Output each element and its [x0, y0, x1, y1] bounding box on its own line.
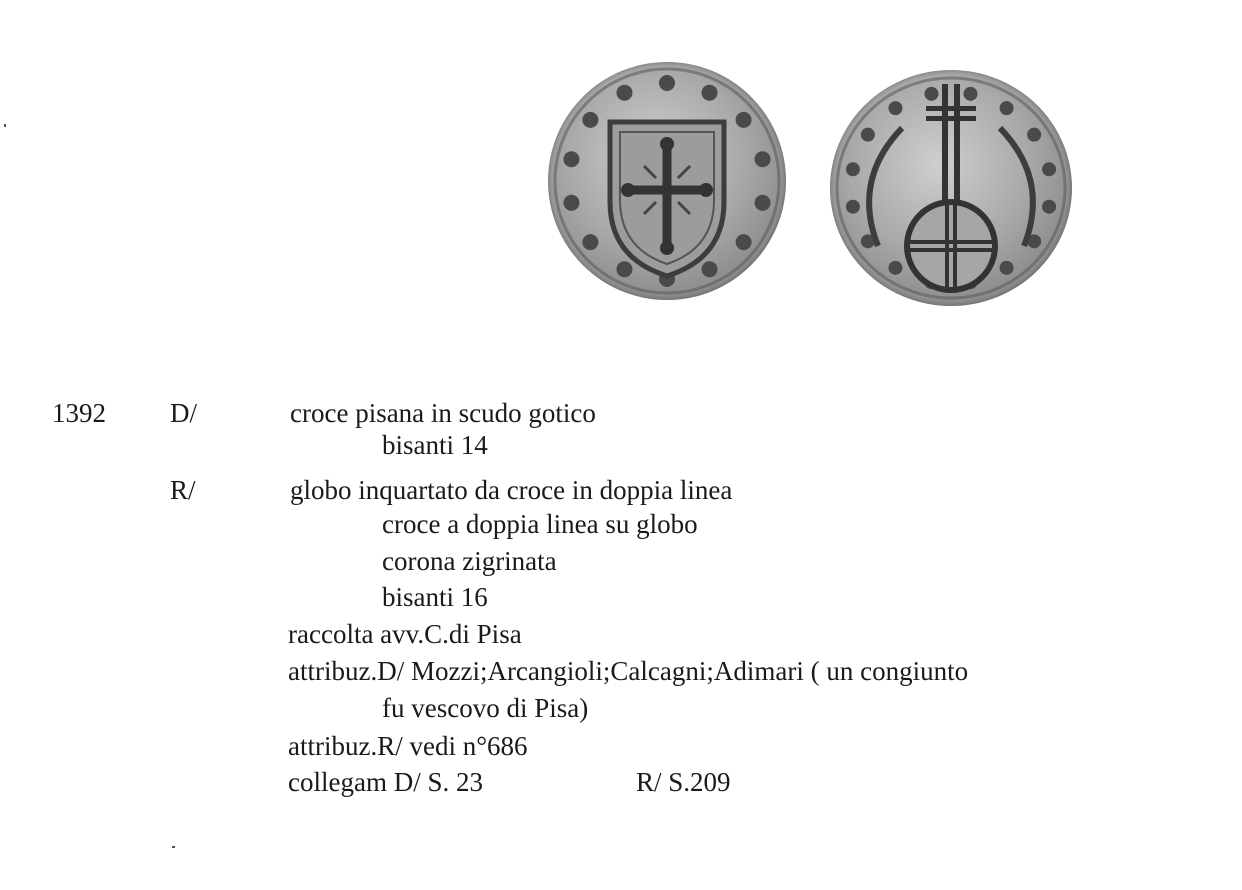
obverse-side-label: D/ [170, 398, 197, 428]
die-link-reverse: R/ S.209 [636, 767, 731, 797]
bisante-dot [964, 87, 978, 101]
bisante-dot [846, 200, 860, 214]
attribution-obverse-continued: fu vescovo di Pisa) [382, 693, 589, 723]
bisante-dot [755, 151, 771, 167]
bisante-dot [924, 87, 938, 101]
scan-speck [4, 124, 6, 127]
entry-number: 1392 [52, 398, 106, 428]
coin-reverse-image [830, 70, 1072, 306]
bisante-dot [846, 162, 860, 176]
reverse-description: globo inquartato da croce in doppia linea [290, 475, 733, 505]
reverse-detail: croce a doppia linea su globo [382, 509, 698, 539]
coin-obverse-image [548, 62, 786, 300]
bisante-dot [888, 261, 902, 275]
attribution-obverse: attribuz.D/ Mozzi;Arcangioli;Calcagni;Adimari ( un congiunto [288, 656, 969, 686]
bisante-dot [1042, 200, 1056, 214]
bisante-dot [888, 101, 902, 115]
reverse-side-label: R/ [170, 475, 196, 505]
collection-note: raccolta avv.C.di Pisa [288, 619, 522, 649]
bisante-dot [861, 128, 875, 142]
bisante-dot [616, 261, 632, 277]
bisante-dot [702, 85, 718, 101]
scan-speck [172, 846, 175, 848]
bisante-dot [1000, 261, 1014, 275]
bisante-dot [563, 151, 579, 167]
bisante-dot [1027, 128, 1041, 142]
coin-reverse-globe-cross-icon [830, 70, 1072, 306]
bisante-dot [1042, 162, 1056, 176]
bisante-dot [1000, 101, 1014, 115]
obverse-description: croce pisana in scudo gotico [290, 398, 596, 428]
bisante-dot [616, 85, 632, 101]
attribution-reverse: attribuz.R/ vedi n°686 [288, 731, 528, 761]
bisante-dot [582, 112, 598, 128]
reverse-detail: bisanti 16 [382, 582, 488, 612]
obverse-bisanti: bisanti 14 [382, 430, 488, 460]
bisante-dot [659, 75, 675, 91]
reverse-detail: corona zigrinata [382, 546, 557, 576]
bisante-dot [755, 195, 771, 211]
coin-obverse-shield-cross-icon [548, 62, 786, 300]
bisante-dot [563, 195, 579, 211]
bisante-dot [582, 234, 598, 250]
die-link-obverse: collegam D/ S. 23 [288, 767, 483, 797]
bisante-dot [736, 234, 752, 250]
bisante-dot [736, 112, 752, 128]
bisante-dot [702, 261, 718, 277]
